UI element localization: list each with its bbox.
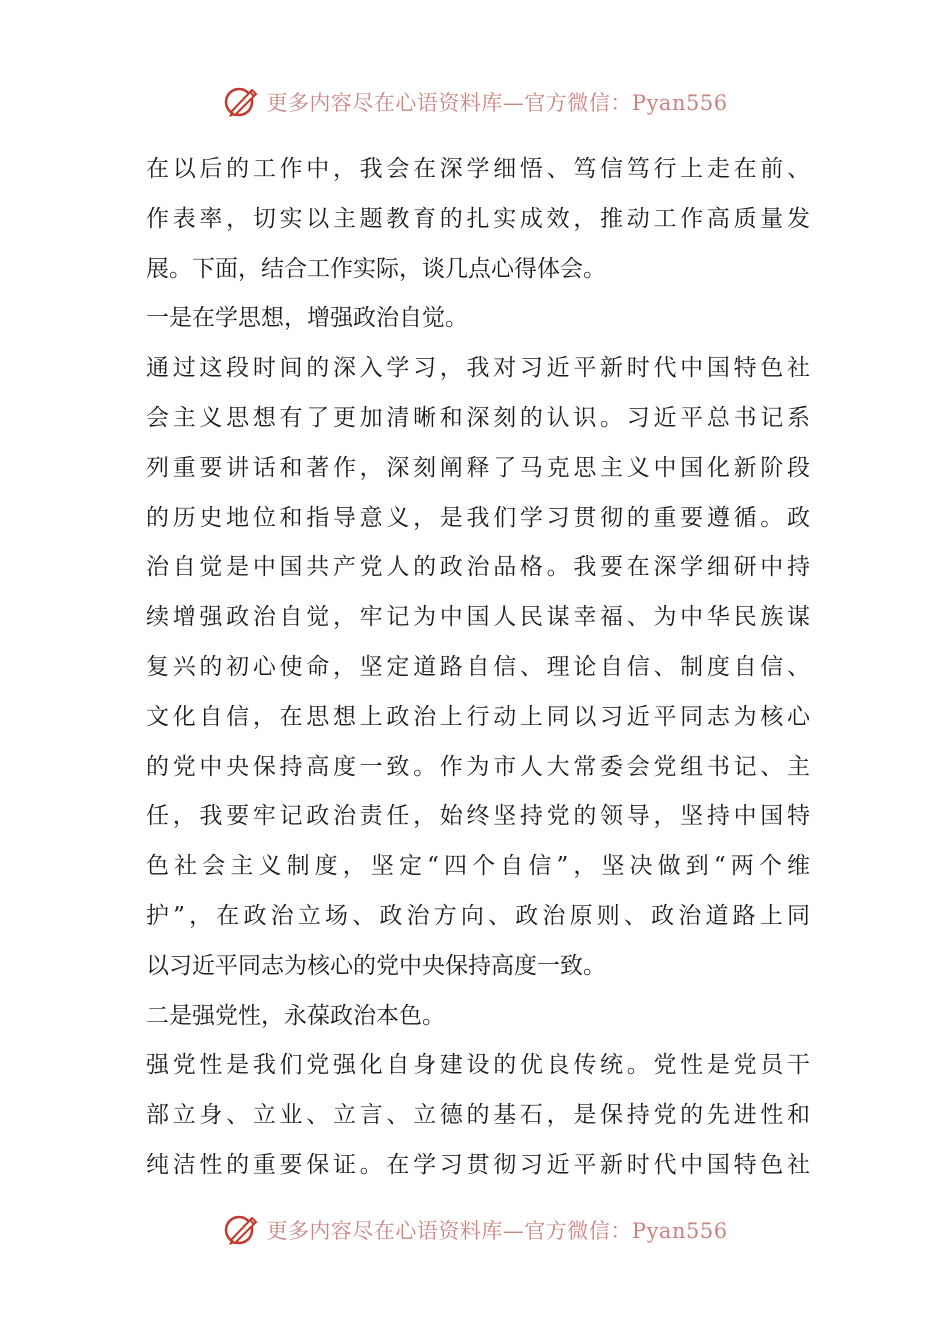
body-line: 的历史地位和指导意义，是我们学习贯彻的重要遵循。政 [146, 504, 810, 531]
body-line: 列重要讲话和著作，深刻阐释了马克思主义中国化新阶段 [146, 454, 810, 481]
header-banner [0, 80, 950, 124]
pen-logo-icon [222, 1210, 262, 1250]
body-line: 通过这段时间的深入学习，我对习近平新时代中国特色社 [146, 355, 810, 382]
body-line: 强党性是我们党强化自身建设的优良传统。党性是党员干 [146, 1052, 810, 1079]
body-line: 在以后的工作中，我会在深学细悟、笃信笃行上走在前、 [146, 156, 810, 182]
body-line: 展。下面，结合工作实际，谈几点心得体会。 [146, 255, 606, 282]
section-heading: 二是强党性，永葆政治本色。 [146, 1002, 445, 1029]
footer-banner-text: 更多内容尽在心语资料库—官方微信：Pyan556 [266, 1219, 728, 1243]
section-heading: 一是在学思想，增强政治自觉。 [146, 305, 468, 332]
body-line: 任，我要牢记政治责任，始终坚持党的领导，坚持中国特 [146, 803, 810, 830]
document-body [146, 145, 810, 1191]
pen-logo-icon [222, 82, 262, 122]
body-line: 作表率，切实以主题教育的扎实成效，推动工作高质量发 [146, 205, 810, 232]
body-line: 会主义思想有了更加清晰和深刻的认识。习近平总书记系 [146, 404, 810, 431]
body-line: 护”，在政治立场、政治方向、政治原则、政治道路上同 [146, 902, 810, 929]
body-line: 文化自信，在思想上政治上行动上同以习近平同志为核心 [146, 703, 810, 730]
footer-banner [0, 1208, 950, 1252]
body-line: 治自觉是中国共产党人的政治品格。我要在深学细研中持 [146, 554, 810, 581]
header-banner-text: 更多内容尽在心语资料库—官方微信：Pyan556 [266, 91, 728, 115]
body-line: 以习近平同志为核心的党中央保持高度一致。 [146, 952, 606, 979]
body-line: 色社会主义制度，坚定“四个自信”，坚决做到“两个维 [146, 853, 810, 880]
body-line: 部立身、立业、立言、立德的基石，是保持党的先进性和 [146, 1102, 810, 1129]
body-line: 续增强政治自觉，牢记为中国人民谋幸福、为中华民族谋 [146, 604, 810, 631]
body-line: 纯洁性的重要保证。在学习贯彻习近平新时代中国特色社 [146, 1151, 810, 1178]
body-line: 的党中央保持高度一致。作为市人大常委会党组书记、主 [146, 753, 810, 780]
body-line: 复兴的初心使命，坚定道路自信、理论自信、制度自信、 [146, 653, 810, 680]
